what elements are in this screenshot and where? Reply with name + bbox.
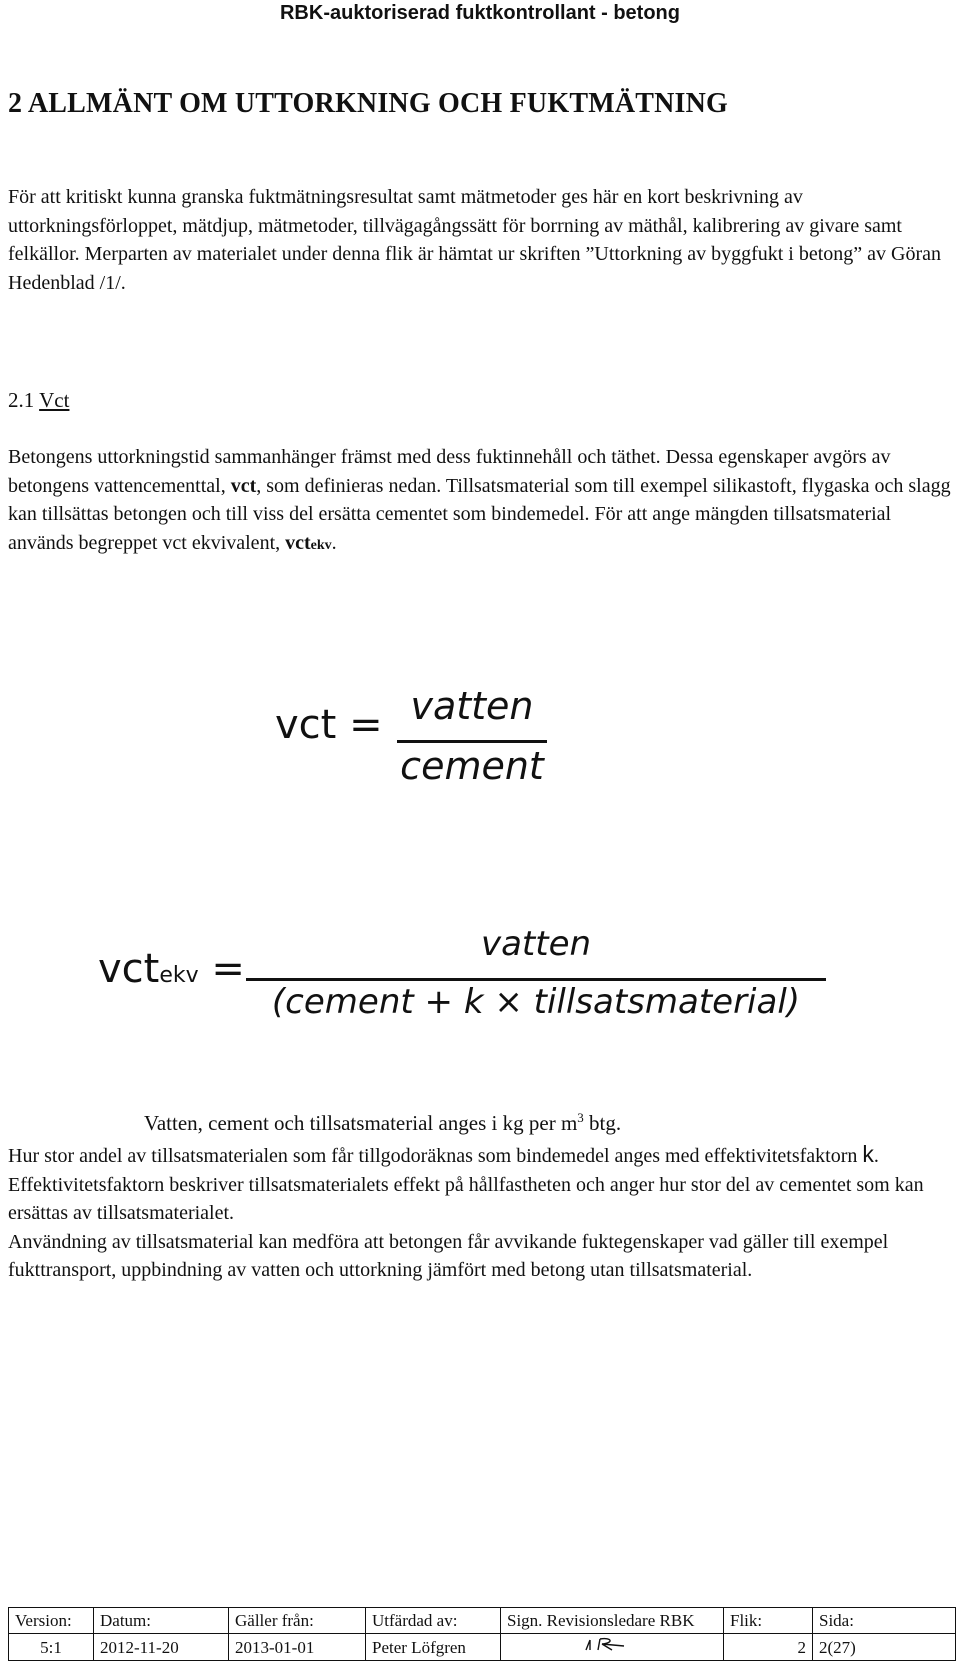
units-note [144, 1110, 621, 1136]
footer-tab-value: 2 [724, 1634, 813, 1661]
fraction-bar [246, 978, 826, 981]
footer-header-cell: Gäller från: [229, 1608, 366, 1634]
footer-header-cell: Sign. Revisionsledare RBK [501, 1608, 724, 1634]
formula-vct-denominator: cement [400, 744, 544, 788]
footer-header-cell: Sida: [813, 1608, 956, 1634]
formula-vct-ekv-subscript: ekv [159, 963, 199, 988]
section-title: 2 ALLMÄNT OM UTTORKNING OCH FUKTMÄTNING [8, 88, 729, 119]
vct-text-3: . [331, 531, 337, 554]
footer-header-cell: Utfärdad av: [366, 1608, 501, 1634]
subsection-heading [8, 388, 69, 413]
footer-signature [501, 1634, 724, 1661]
k-paragraph [8, 1140, 956, 1285]
k-text-1: Hur stor andel av tillsatsmaterialen som får tillgodoräknas som bindemedel anges med effektivitetsfaktorn [8, 1145, 863, 1167]
footer-header-cell: Version: [9, 1608, 94, 1634]
vct-ekv-term: vct [285, 531, 311, 554]
vct-term: vct [230, 474, 257, 497]
vct-ekv-subscript: ekv [310, 537, 332, 553]
signature-icon [582, 1634, 642, 1654]
vct-text-1: Betongens uttorkningstid sammanhänger främst med dess fuktinnehåll och täthet. Dessa egenskaper avgörs av betongens vattencementtal, [8, 446, 891, 497]
footer-header-cell: Flik: [724, 1608, 813, 1634]
formula-vct-ekv-symbol: vct [98, 946, 160, 992]
units-note-text: Vatten, cement och tillsatsmaterial anges i kg per m [144, 1111, 578, 1135]
footer-issued-by-value: Peter Löfgren [366, 1634, 501, 1661]
footer-page-value: 2(27) [813, 1634, 956, 1661]
footer-valid-from-value: 2013-01-01 [229, 1634, 366, 1661]
vct-text-2: , som definieras nedan. Tillsatsmaterial som till exempel silikastoft, flygaska och slagg kan tillsättas betongen och till viss del ersätta cementet som bindemedel. För att ange mängden tillsatsmaterial används begreppet vct ekvivalent, [8, 474, 951, 554]
footer-value-row [9, 1634, 956, 1661]
footer-date-value: 2012-11-20 [94, 1634, 229, 1661]
k-text-3: Användning av tillsatsmaterial kan medföra att betongen får avvikande fuktegenskaper vad gäller till exempel fukttransport, uppbindning av vatten och uttorkning jämfört med betong utan tillsatsmaterial. [8, 1230, 889, 1281]
footer-header-cell: Datum: [94, 1608, 229, 1634]
formula-vct-ekv-lhs [98, 946, 245, 992]
subsection-number: 2.1 [8, 388, 35, 412]
footer-table [8, 1607, 956, 1661]
fraction-bar [397, 740, 547, 743]
units-note-tail: btg. [583, 1111, 622, 1135]
formula-vct-ekv-equals: = [198, 946, 245, 992]
k-text-2: . Effektivitetsfaktorn beskriver tillsatsmaterialets effekt på hållfastheten och anger hur stor del av cementet som kan ersättas av tillsatsmaterialet. [8, 1145, 924, 1224]
formula-vct-ekv-denominator: (cement + k × tillsatsmaterial) [271, 982, 801, 1022]
k-symbol: k [862, 1141, 874, 1167]
formula-vct-numerator: vatten [410, 684, 534, 728]
vct-paragraph [8, 443, 956, 560]
document-header: RBK-auktoriserad fuktkontrollant - betong [279, 2, 680, 24]
formula-vct-lhs: vct = [275, 702, 383, 748]
units-note-exponent: 3 [577, 1110, 584, 1125]
footer-header-row [9, 1608, 956, 1634]
subsection-label: Vct [39, 388, 70, 412]
formula-vct-ekv-numerator: vatten [480, 924, 592, 964]
intro-paragraph: För att kritiskt kunna granska fuktmätningsresultat samt mätmetoder ges här en kort beskrivning av uttorkningsförloppet, mätdjup, mätmetoder, tillvägagångssätt för borrning av mäthål, kalibrering av givare samt felkällor. Merparten av materialet under denna flik är hämtat ur skriften ”Uttorkning av byggfukt i betong” av Göran Hedenblad /1/. [8, 186, 942, 294]
footer-version-value: 5:1 [9, 1634, 94, 1661]
